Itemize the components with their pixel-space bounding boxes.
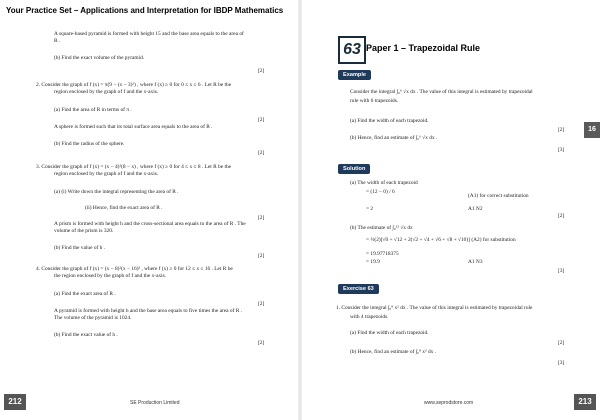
marks: [2]: [558, 127, 565, 133]
question-part: (a) Find the exact area of R .: [54, 291, 116, 297]
marks: [2]: [258, 215, 265, 221]
solution-line: = 19.9: [366, 259, 380, 265]
question-part: (a) (i) Write down the integral representing the area of R .: [54, 189, 179, 195]
question-line: 2. Consider the graph of f (x) = π(9 − (x − 3)²) , where f (x) ≥ 0 for 0 ≤ x ≤ 6 . Let R be the: [36, 82, 232, 88]
marks: [2]: [558, 340, 565, 346]
example-part: (a) Find the width of each trapezoid.: [350, 118, 429, 124]
marks: [3]: [558, 268, 565, 274]
solution-line: = 2: [366, 206, 374, 212]
question-part: (b) Find the exact value of h .: [54, 332, 118, 338]
question-part: (ii) Hence, find the exact area of R .: [85, 205, 163, 211]
marks: [2]: [558, 213, 565, 219]
example-line: Consider the integral ∫₀⁶ √x dx . The value of this integral is estimated by trapezoidal: [350, 89, 533, 95]
question-line: volume of the prism is 320.: [54, 228, 114, 234]
footer-left: SE Production Limited: [130, 400, 180, 406]
example-line: rule with 6 trapezoids.: [350, 98, 399, 104]
solution-line: = 19.97718375: [366, 251, 399, 257]
example-label: Example: [338, 70, 371, 80]
question-line: A prism is formed with height h and the cross-sectional area equals to the area of R . The: [54, 221, 246, 227]
example-part: (b) Hence, find an estimate of ∫₀⁶ √x dx .: [350, 135, 438, 141]
question-line: R .: [54, 38, 61, 44]
page-gutter: [298, 0, 302, 420]
running-header: Your Practice Set – Applications and Interpretation for IBDP Mathematics: [6, 6, 284, 15]
question-line: A sphere is formed such that its total surface area equals to the area of R .: [54, 124, 213, 130]
question-line: region enclosed by the graph of f and the x-axis.: [54, 89, 159, 95]
marks: [2]: [258, 117, 265, 123]
question-line: A pyramid is formed with height h and the base area equals to five times the area of R .: [54, 308, 243, 314]
question-line: region enclosed by the graph of f and the x-axis.: [54, 171, 159, 177]
solution-line: (a) The width of each trapezoid: [350, 180, 418, 186]
solution-mark: (A1) for correct substitution: [468, 193, 529, 199]
marks: [3]: [558, 147, 565, 153]
marks: [3]: [558, 360, 565, 366]
solution-line: = (12 − 0) / 6: [366, 189, 395, 195]
solution-mark: A1 N2: [468, 206, 483, 212]
marks: [2]: [258, 150, 265, 156]
marks: [2]: [258, 301, 265, 307]
marks: [2]: [258, 340, 265, 346]
question-line: A square-based pyramid is formed with height 15 and the base area equals to the area of: [54, 31, 244, 37]
question-line: The volume of the pyramid is 1024.: [54, 315, 132, 321]
question-part: (b) Find the exact volume of the pyramid.: [54, 55, 145, 61]
question-part: (a) Find the area of R in terms of π .: [54, 107, 132, 113]
solution-label: Solution: [338, 164, 370, 174]
chapter-badge: 63: [338, 36, 366, 64]
solution-line: = ½(2)[√0 + √12 + 2(√2 + √4 + √6 + √8 + √10)] (A2) for substitution: [366, 237, 516, 243]
marks: [2]: [258, 253, 265, 259]
question-part: (b) Find the radius of the sphere.: [54, 141, 125, 147]
chapter-title: Paper 1 – Trapezoidal Rule: [366, 43, 481, 53]
exercise-part: (b) Hence, find an estimate of ∫₀⁸ x² dx .: [350, 349, 437, 355]
question-line: 4. Consider the graph of f (x) = (x − 8)²(x − 16)² , where f (x) ≥ 0 for 12 ≤ x ≤ 16 . Let R be: [36, 266, 233, 272]
solution-mark: A1 N3: [468, 259, 483, 265]
exercise-label: Exercise 63: [338, 284, 379, 294]
question-part: (b) Find the value of h .: [54, 245, 106, 251]
exercise-line: 1. Consider the integral ∫₀⁸ x² dx . The value of this integral is estimated by trapezoidal rule: [336, 305, 533, 311]
marks: [2]: [258, 68, 265, 74]
footer-right: www.seprodstore.com: [424, 400, 474, 406]
page-number-right: 213: [574, 394, 596, 410]
page-number-left: 212: [4, 394, 26, 410]
question-line: the region enclosed by the graph of f and the x-axis.: [54, 273, 167, 279]
solution-line: (b) The estimate of ∫₀¹² √x dx: [350, 225, 413, 231]
question-line: 3. Consider the graph of f (x) = (x − 4)²(8 − x) , where f (x) ≥ 0 for 4 ≤ x ≤ 8 . Let R be the: [36, 164, 232, 170]
section-tab: 16: [584, 122, 600, 138]
exercise-line: with 4 trapezoids.: [350, 314, 389, 320]
exercise-part: (a) Find the width of each trapezoid.: [350, 330, 429, 336]
